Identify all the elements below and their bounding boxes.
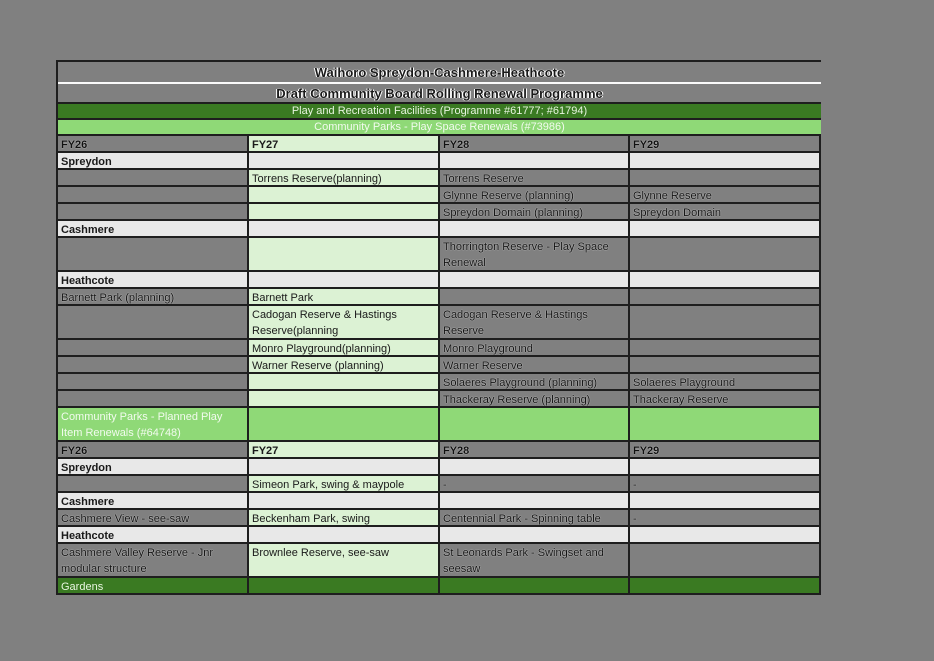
cell-fy27: Barnett Park bbox=[249, 289, 440, 304]
empty-cell bbox=[630, 527, 821, 542]
cell-fy27: Monro Playground(planning) bbox=[249, 340, 440, 355]
cell-fy28: Cadogan Reserve & Hastings Reserve bbox=[440, 306, 630, 338]
cell-fy27: Beckenham Park, swing bbox=[249, 510, 440, 525]
table-row bbox=[58, 357, 821, 374]
group-row-heathcote bbox=[58, 272, 821, 289]
cell-fy26 bbox=[58, 306, 249, 338]
cell-fy28: Monro Playground bbox=[440, 340, 630, 355]
empty-cell bbox=[249, 272, 440, 287]
empty-cell bbox=[249, 459, 440, 474]
section1-label: Community Parks - Play Space Renewals (#73986) bbox=[314, 121, 565, 133]
table-row bbox=[58, 391, 821, 408]
page-title: Waihoro Spreydon-Cashmere-Heathcote bbox=[314, 64, 565, 80]
cell-fy29 bbox=[630, 340, 821, 355]
table-row bbox=[58, 510, 821, 527]
empty-cell bbox=[630, 272, 821, 287]
column-header-fy27: FY27 bbox=[249, 442, 440, 457]
cell-fy27: Simeon Park, swing & maypole bbox=[249, 476, 440, 491]
empty-cell bbox=[249, 221, 440, 236]
group-label: Spreydon bbox=[58, 153, 249, 168]
group-row-heathcote bbox=[58, 527, 821, 544]
table-row bbox=[58, 374, 821, 391]
cell-fy26 bbox=[58, 340, 249, 355]
cell-fy26 bbox=[58, 187, 249, 202]
cell-fy27 bbox=[249, 204, 440, 219]
cell-fy27 bbox=[249, 187, 440, 202]
cell-fy26 bbox=[58, 204, 249, 219]
cell-fy26 bbox=[58, 374, 249, 389]
cell-fy29 bbox=[630, 238, 821, 270]
group-label: Heathcote bbox=[58, 527, 249, 542]
empty-cell bbox=[440, 408, 630, 440]
empty-cell bbox=[440, 221, 630, 236]
group-label: Cashmere bbox=[58, 221, 249, 236]
cell-fy29 bbox=[630, 170, 821, 185]
table-row bbox=[58, 340, 821, 357]
empty-cell bbox=[440, 153, 630, 168]
empty-cell bbox=[440, 493, 630, 508]
cell-fy29: Solaeres Playground bbox=[630, 374, 821, 389]
cell-fy27: Warner Reserve (planning) bbox=[249, 357, 440, 372]
empty-cell bbox=[440, 272, 630, 287]
cell-fy26 bbox=[58, 391, 249, 406]
cell-fy28: Thackeray Reserve (planning) bbox=[440, 391, 630, 406]
cell-fy28: - bbox=[440, 476, 630, 491]
group-row-spreydon bbox=[58, 153, 821, 170]
empty-cell bbox=[630, 408, 821, 440]
table-row bbox=[58, 544, 821, 578]
empty-cell bbox=[630, 459, 821, 474]
empty-cell bbox=[630, 578, 821, 593]
cell-fy28: St Leonards Park - Swingset and seesaw bbox=[440, 544, 630, 576]
cell-fy29: - bbox=[630, 476, 821, 491]
title-row bbox=[58, 62, 821, 84]
empty-cell bbox=[249, 408, 440, 440]
cell-fy29 bbox=[630, 306, 821, 338]
cell-fy29: Spreydon Domain bbox=[630, 204, 821, 219]
empty-cell bbox=[630, 153, 821, 168]
cell-fy27 bbox=[249, 391, 440, 406]
cell-fy29: Thackeray Reserve bbox=[630, 391, 821, 406]
group-row-cashmere bbox=[58, 221, 821, 238]
cell-fy27: Brownlee Reserve, see-saw bbox=[249, 544, 440, 576]
group-row-spreydon bbox=[58, 459, 821, 476]
cell-fy27 bbox=[249, 374, 440, 389]
cell-fy28 bbox=[440, 289, 630, 304]
column-header-fy28: FY28 bbox=[440, 442, 630, 457]
programme-row bbox=[58, 104, 821, 120]
group-label: Spreydon bbox=[58, 459, 249, 474]
section3-header-row bbox=[58, 578, 821, 595]
cell-fy29: Glynne Reserve bbox=[630, 187, 821, 202]
cell-fy27 bbox=[249, 238, 440, 270]
cell-fy29 bbox=[630, 357, 821, 372]
table-row bbox=[58, 187, 821, 204]
empty-cell bbox=[440, 578, 630, 593]
cell-fy26: Barnett Park (planning) bbox=[58, 289, 249, 304]
cell-fy29 bbox=[630, 289, 821, 304]
programme-label: Play and Recreation Facilities (Programme #61777; #61794) bbox=[291, 105, 588, 117]
cell-fy28: Centennial Park - Spinning table bbox=[440, 510, 630, 525]
empty-cell bbox=[630, 221, 821, 236]
section1-header-row bbox=[58, 120, 821, 136]
cell-fy28: Torrens Reserve bbox=[440, 170, 630, 185]
table-row bbox=[58, 476, 821, 493]
empty-cell bbox=[249, 493, 440, 508]
cell-fy28: Spreydon Domain (planning) bbox=[440, 204, 630, 219]
cell-fy26 bbox=[58, 357, 249, 372]
section2-header-row bbox=[58, 408, 821, 442]
cell-fy28: Warner Reserve bbox=[440, 357, 630, 372]
cell-fy28: Solaeres Playground (planning) bbox=[440, 374, 630, 389]
column-header-fy27: FY27 bbox=[249, 136, 440, 151]
cell-fy27: Cadogan Reserve & Hastings Reserve(planning bbox=[249, 306, 440, 338]
empty-cell bbox=[249, 578, 440, 593]
table-row bbox=[58, 289, 821, 306]
section2-label: Community Parks - Planned Play Item Renewals (#64748) bbox=[58, 408, 249, 440]
renewal-programme-table bbox=[56, 60, 821, 595]
column-header-fy29: FY29 bbox=[630, 442, 821, 457]
page-subtitle: Draft Community Board Rolling Renewal Programme bbox=[276, 85, 603, 101]
subtitle-row bbox=[58, 84, 821, 104]
table-row bbox=[58, 238, 821, 272]
cell-fy26 bbox=[58, 238, 249, 270]
table-row bbox=[58, 306, 821, 340]
group-label: Cashmere bbox=[58, 493, 249, 508]
cell-fy28: Glynne Reserve (planning) bbox=[440, 187, 630, 202]
empty-cell bbox=[630, 493, 821, 508]
section3-label: Gardens bbox=[58, 578, 249, 593]
column-header-fy28: FY28 bbox=[440, 136, 630, 151]
cell-fy26: Cashmere Valley Reserve - Jnr modular structure bbox=[58, 544, 249, 576]
cell-fy29 bbox=[630, 544, 821, 576]
empty-cell bbox=[249, 153, 440, 168]
column-header-fy26: FY26 bbox=[58, 136, 249, 151]
table-row bbox=[58, 170, 821, 187]
column-header-fy26: FY26 bbox=[58, 442, 249, 457]
section1-year-header-row bbox=[58, 136, 821, 153]
table-row bbox=[58, 204, 821, 221]
section2-year-header-row bbox=[58, 442, 821, 459]
cell-fy29: - bbox=[630, 510, 821, 525]
group-label: Heathcote bbox=[58, 272, 249, 287]
column-header-fy29: FY29 bbox=[630, 136, 821, 151]
empty-cell bbox=[249, 527, 440, 542]
cell-fy27: Torrens Reserve(planning) bbox=[249, 170, 440, 185]
empty-cell bbox=[440, 459, 630, 474]
empty-cell bbox=[440, 527, 630, 542]
cell-fy26 bbox=[58, 170, 249, 185]
cell-fy28: Thorrington Reserve - Play Space Renewal bbox=[440, 238, 630, 270]
cell-fy26 bbox=[58, 476, 249, 491]
group-row-cashmere bbox=[58, 493, 821, 510]
cell-fy26: Cashmere View - see-saw bbox=[58, 510, 249, 525]
